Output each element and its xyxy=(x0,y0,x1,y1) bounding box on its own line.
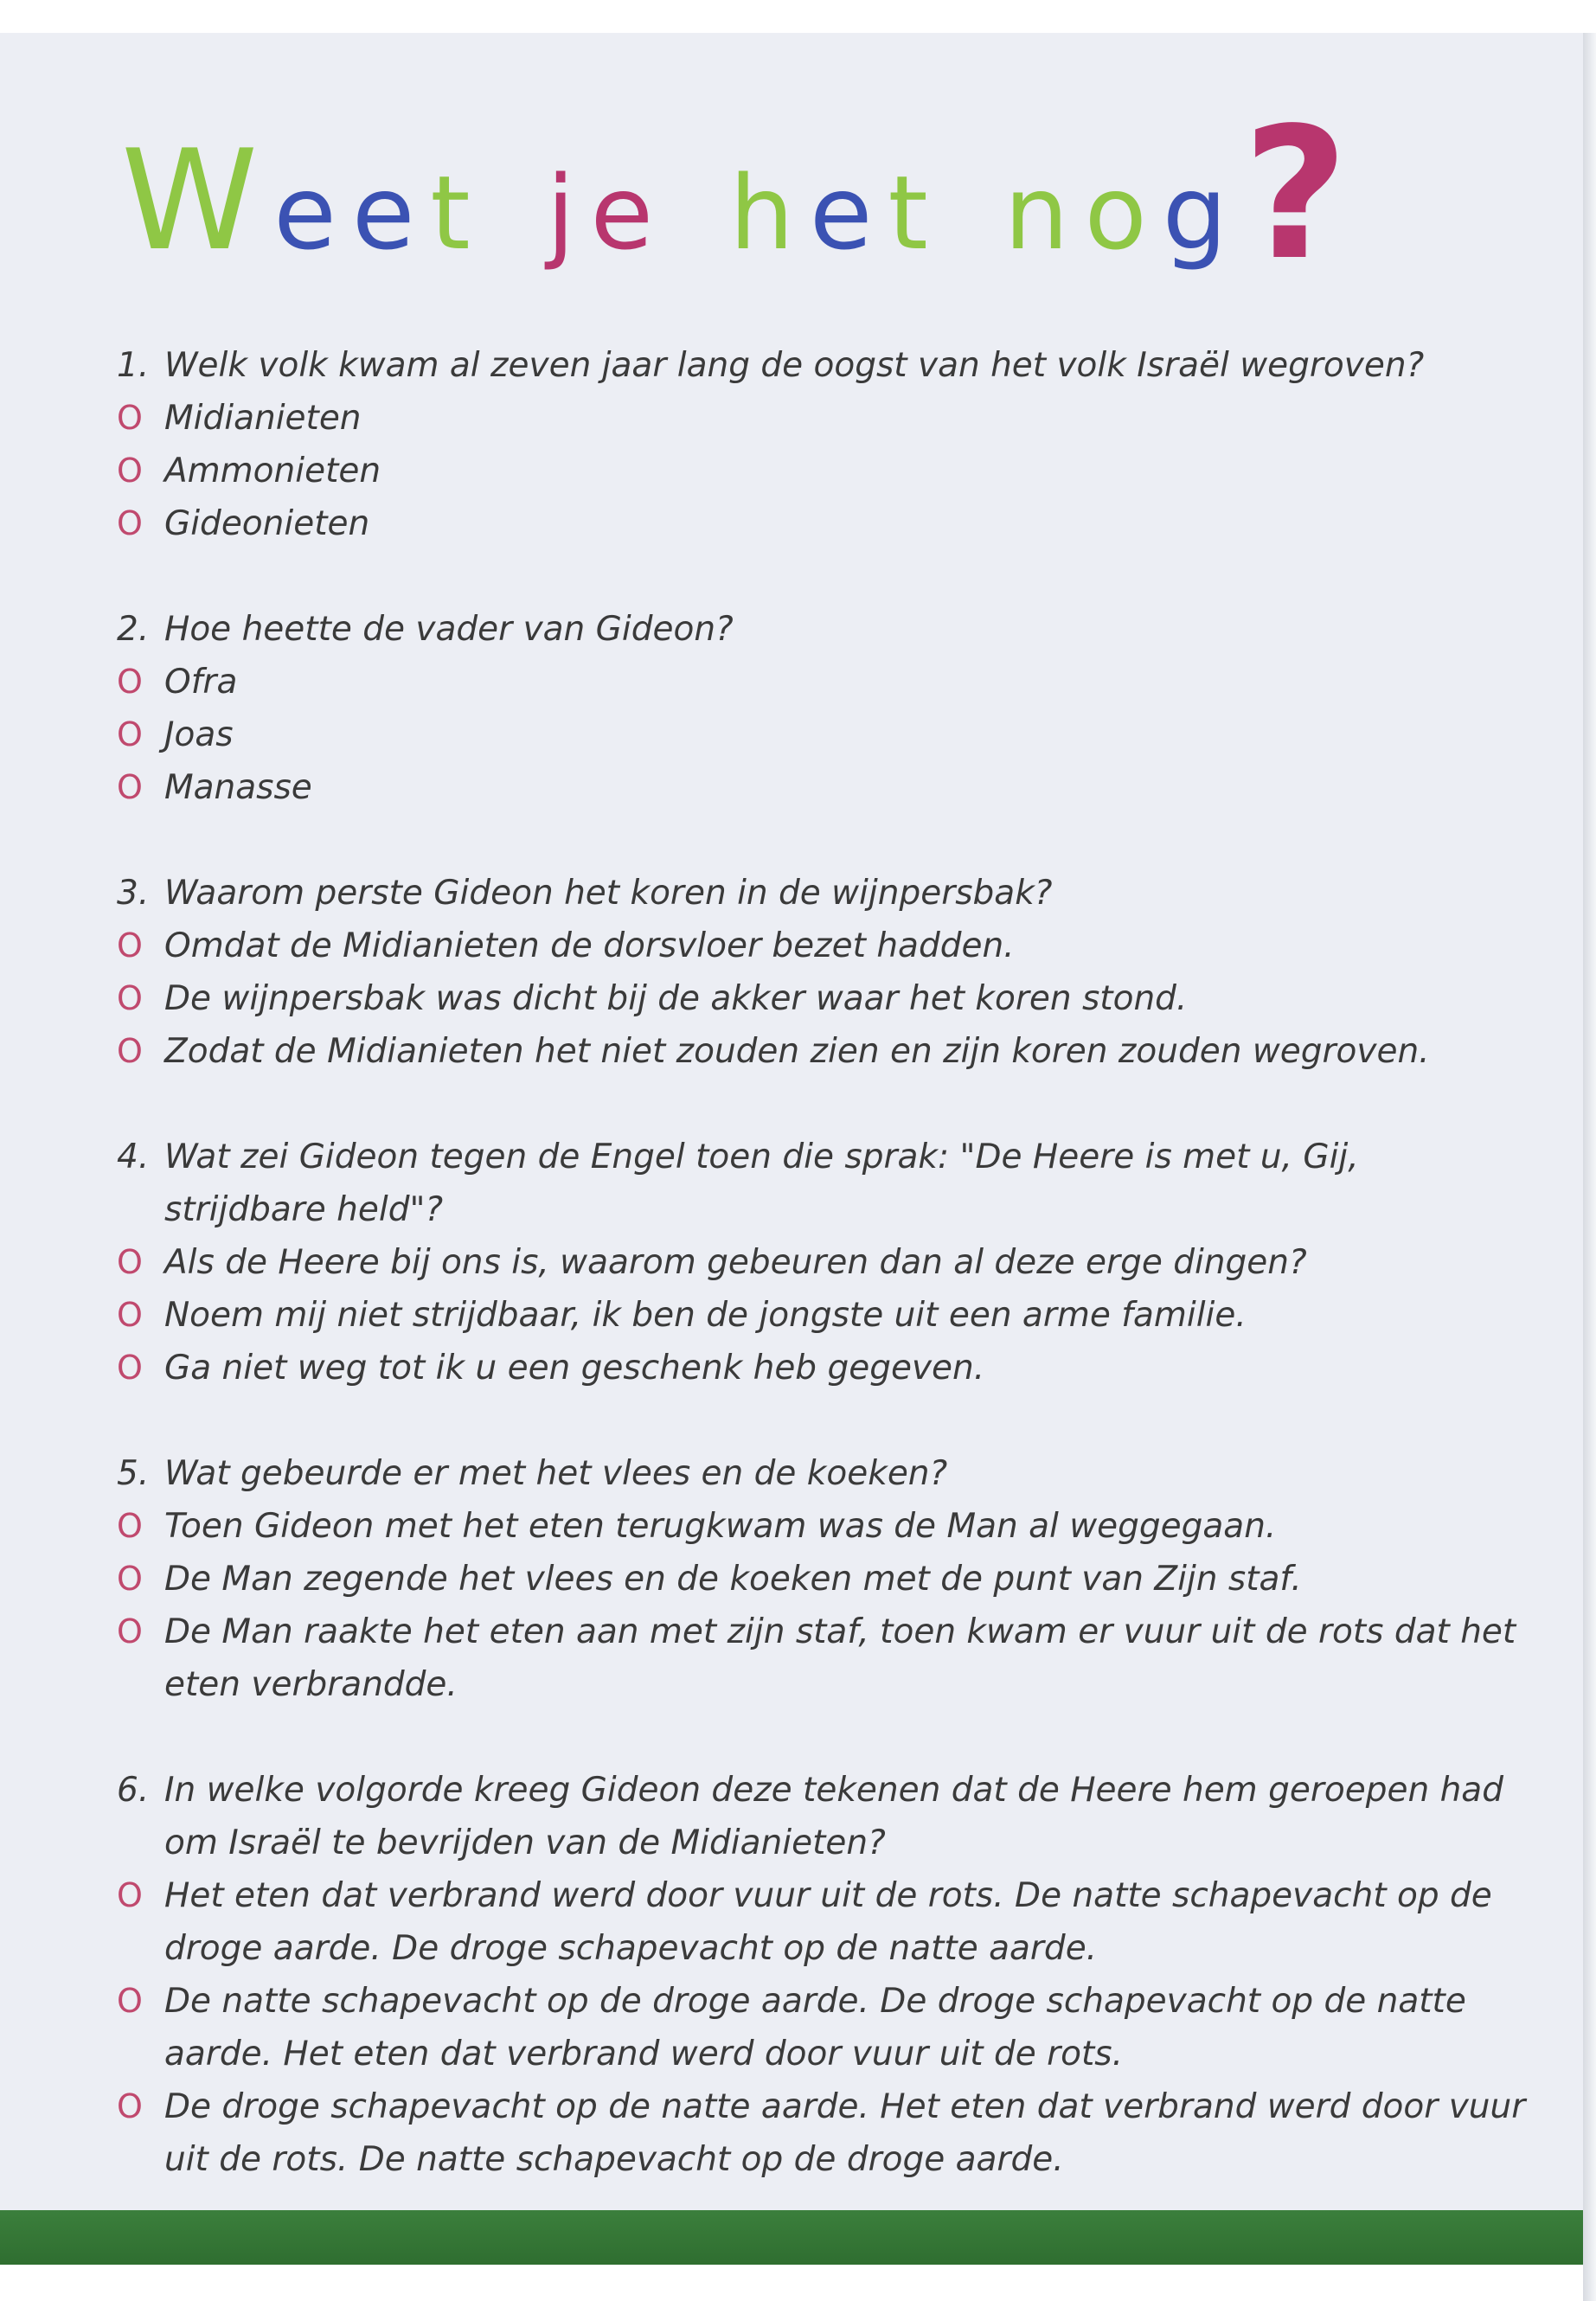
circle-bullet-icon[interactable]: O xyxy=(117,979,143,1017)
option-text: De wijnpersbak was dicht bij de akker waar het koren stond. xyxy=(164,979,1188,1018)
title-letter: h xyxy=(729,153,810,272)
option-text: Het eten dat verbrand werd door vuur uit de rots. De natte schapevacht op de droge aarde. De droge schapevacht op de natte aarde. xyxy=(164,1876,1492,1968)
option-text: De Man raakte het eten aan met zijn staf, toen kwam er vuur uit de rots dat het eten verbrandde. xyxy=(164,1612,1516,1704)
circle-bullet-icon[interactable]: O xyxy=(117,1296,143,1334)
question-number: 1. xyxy=(117,346,150,385)
title-letter: e xyxy=(809,153,888,272)
answer-option[interactable] xyxy=(117,1289,1527,1342)
quiz-list xyxy=(117,339,1527,2239)
circle-bullet-icon[interactable]: O xyxy=(117,504,143,542)
answer-option[interactable] xyxy=(117,972,1527,1025)
page-title xyxy=(121,88,1349,300)
option-text: Ammonieten xyxy=(164,452,381,490)
circle-bullet-icon[interactable]: O xyxy=(117,399,143,437)
answer-option[interactable] xyxy=(117,920,1527,972)
title-letter: t xyxy=(430,153,486,272)
circle-bullet-icon[interactable]: O xyxy=(117,1349,143,1387)
option-text: De natte schapevacht op de droge aarde. De droge schapevacht op de natte aarde. Het eten dat verbrand werd door vuur uit de rots. xyxy=(164,1982,1466,2073)
answer-option[interactable] xyxy=(117,1025,1527,1078)
question-5 xyxy=(117,1447,1527,1711)
answer-option[interactable] xyxy=(117,445,1527,497)
option-text: De droge schapevacht op de natte aarde. Het eten dat verbrand werd door vuur uit de rots. De natte schapevacht op de droge aarde. xyxy=(164,2087,1526,2179)
circle-bullet-icon[interactable]: O xyxy=(117,452,143,490)
question-text: Welk volk kwam al zeven jaar lang de oogst van het volk Israël wegroven? xyxy=(164,346,1425,385)
answer-option[interactable] xyxy=(117,1342,1527,1394)
circle-bullet-icon[interactable]: O xyxy=(117,1982,143,2020)
question-1 xyxy=(117,339,1527,550)
question-2 xyxy=(117,603,1527,814)
answer-option[interactable] xyxy=(117,497,1527,550)
answer-option[interactable] xyxy=(117,2080,1527,2186)
question-number: 2. xyxy=(117,610,150,649)
answer-option[interactable] xyxy=(117,392,1527,445)
question-number: 4. xyxy=(117,1138,150,1176)
title-letter: g xyxy=(1162,153,1243,272)
title-letter: j xyxy=(546,153,591,272)
title-letter: n xyxy=(1003,153,1085,272)
answer-option[interactable] xyxy=(117,761,1527,814)
circle-bullet-icon[interactable]: O xyxy=(117,1032,143,1070)
answer-option[interactable] xyxy=(117,1553,1527,1606)
circle-bullet-icon[interactable]: O xyxy=(117,715,143,753)
answer-option[interactable] xyxy=(117,1606,1527,1711)
option-text: Omdat de Midianieten de dorsvloer bezet hadden. xyxy=(164,926,1015,965)
answer-option[interactable] xyxy=(117,656,1527,708)
title-letter: e xyxy=(273,153,352,272)
question-4 xyxy=(117,1131,1527,1394)
title-letter: e xyxy=(351,153,431,272)
title-question-mark: ? xyxy=(1242,88,1349,300)
title-letter: W xyxy=(121,119,274,281)
option-text: Toen Gideon met het eten terugkwam was de Man al weggegaan. xyxy=(164,1507,1277,1546)
circle-bullet-icon[interactable]: O xyxy=(117,1876,143,1914)
option-text: Midianieten xyxy=(164,399,362,438)
question-number: 6. xyxy=(117,1771,150,1810)
option-text: Manasse xyxy=(164,768,312,807)
title-letter: e xyxy=(590,153,670,272)
option-text: Als de Heere bij ons is, waarom gebeuren dan al deze erge dingen? xyxy=(164,1243,1307,1282)
circle-bullet-icon[interactable]: O xyxy=(117,1507,143,1545)
option-text: Ofra xyxy=(164,663,238,702)
title-letter: t xyxy=(888,153,944,272)
question-text: Waarom perste Gideon het koren in de wijnpersbak? xyxy=(164,874,1053,913)
circle-bullet-icon[interactable]: O xyxy=(117,1560,143,1598)
answer-option[interactable] xyxy=(117,708,1527,761)
circle-bullet-icon[interactable]: O xyxy=(117,663,143,701)
title-letter: o xyxy=(1084,153,1163,272)
question-number: 3. xyxy=(117,874,150,913)
circle-bullet-icon[interactable]: O xyxy=(117,1243,143,1281)
answer-option[interactable] xyxy=(117,1500,1527,1553)
answer-option[interactable] xyxy=(117,1869,1527,1975)
circle-bullet-icon[interactable]: O xyxy=(117,1612,143,1650)
option-text: Zodat de Midianieten het niet zouden zien en zijn koren zouden wegroven. xyxy=(164,1032,1430,1071)
circle-bullet-icon[interactable]: O xyxy=(117,768,143,806)
option-text: Joas xyxy=(164,715,234,754)
footer-green-bar xyxy=(0,2210,1583,2265)
circle-bullet-icon[interactable]: O xyxy=(117,2087,143,2125)
question-text: In welke volgorde kreeg Gideon deze tekenen dat de Heere hem geroepen had om Israël te bevrijden van de Midianieten? xyxy=(164,1771,1503,1862)
circle-bullet-icon[interactable]: O xyxy=(117,926,143,965)
page-edge-shadow xyxy=(1583,33,1596,2301)
question-text: Wat zei Gideon tegen de Engel toen die sprak: "De Heere is met u, Gij, strijdbare held"? xyxy=(164,1138,1359,1229)
answer-option[interactable] xyxy=(117,1236,1527,1289)
answer-option[interactable] xyxy=(117,1975,1527,2080)
question-text: Wat gebeurde er met het vlees en de koeken? xyxy=(164,1454,948,1493)
question-text: Hoe heette de vader van Gideon? xyxy=(164,610,734,649)
option-text: Noem mij niet strijdbaar, ik ben de jongste uit een arme familie. xyxy=(164,1296,1247,1335)
option-text: De Man zegende het vlees en de koeken met de punt van Zijn staf. xyxy=(164,1560,1302,1599)
option-text: Ga niet weg tot ik u een geschenk heb gegeven. xyxy=(164,1349,985,1388)
option-text: Gideonieten xyxy=(164,504,370,543)
question-3 xyxy=(117,867,1527,1078)
question-number: 5. xyxy=(117,1454,150,1493)
question-6 xyxy=(117,1764,1527,2186)
